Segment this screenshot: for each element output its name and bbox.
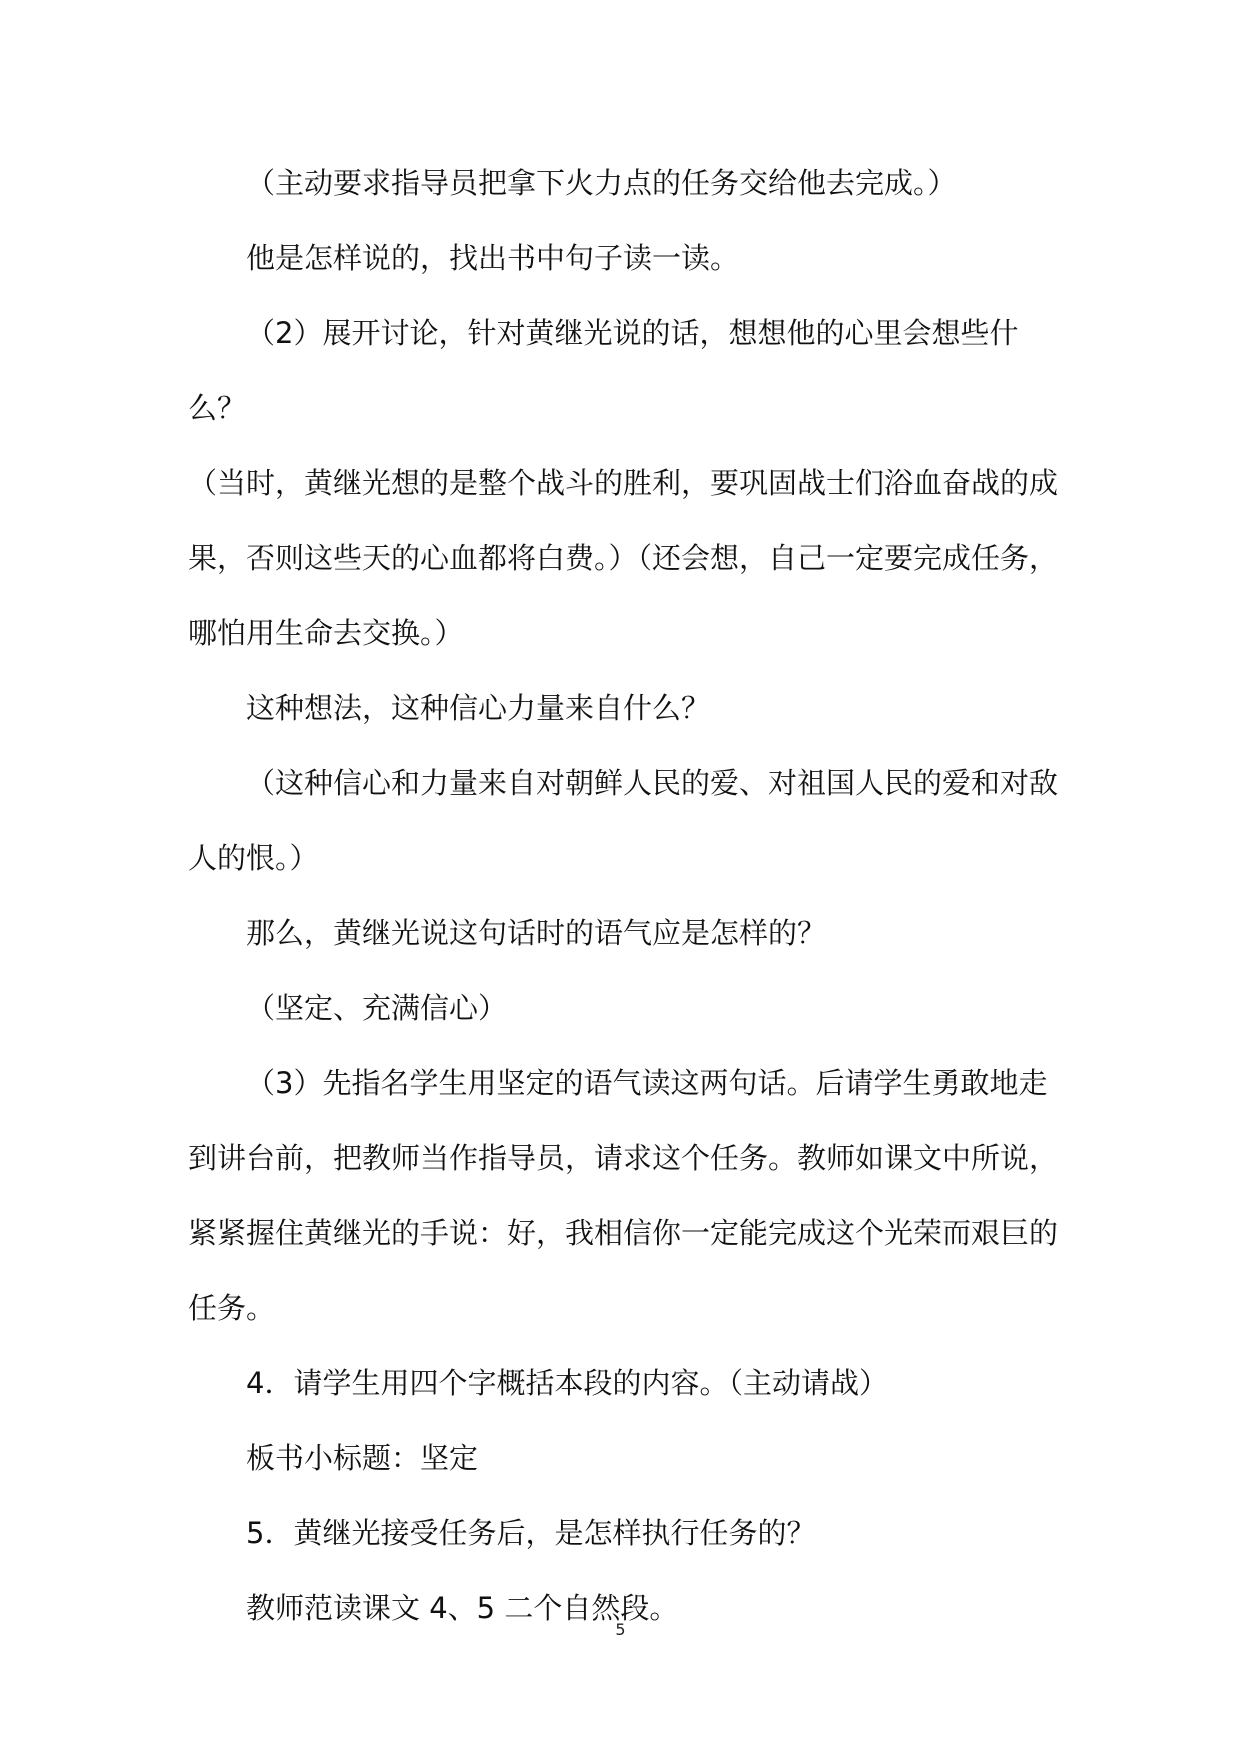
- document-body: [188, 146, 1068, 1646]
- paragraph-6: （这种信心和力量来自对朝鲜人民的爱、对祖国人民的爱和对敌人的恨。）: [188, 766, 1059, 875]
- paragraph-4: （当时，黄继光想的是整个战斗的胜利，要巩固战士们浴血奋战的成果，否则这些天的心血都将白费。）（还会想，自己一定要完成任务，哪怕用生命去交换。）: [188, 466, 1059, 650]
- paragraph-1: （主动要求指导员把拿下火力点的任务交给他去完成。）: [246, 166, 957, 200]
- paragraph-11: 板书小标题：坚定: [246, 1441, 479, 1475]
- paragraph-3: （2）展开讨论，针对黄继光说的话，想想他的心里会想些什么？: [188, 316, 1019, 425]
- paragraph-7: 那么，黄继光说这句话时的语气应是怎样的？: [246, 916, 827, 950]
- paragraph-5: 这种想法，这种信心力量来自什么？: [246, 691, 711, 725]
- paragraph-12: 5．黄继光接受任务后，是怎样执行任务的？: [246, 1516, 816, 1550]
- page-number: 5: [615, 1620, 626, 1639]
- paragraph-2: 他是怎样说的，找出书中句子读一读。: [246, 241, 740, 275]
- paragraph-13: 教师范读课文 4、5 二个自然段。: [246, 1591, 679, 1625]
- paragraph-9: （3）先指名学生用坚定的语气读这两句话。后请学生勇敢地走到讲台前，把教师当作指导员，请求这个任务。教师如课文中所说，紧紧握住黄继光的手说：好，我相信你一定能完成这个光荣而艰巨的任务。: [188, 1066, 1059, 1325]
- paragraph-10: 4．请学生用四个字概括本段的内容。（主动请战）: [246, 1366, 888, 1400]
- paragraph-8: （坚定、充满信心）: [246, 991, 508, 1025]
